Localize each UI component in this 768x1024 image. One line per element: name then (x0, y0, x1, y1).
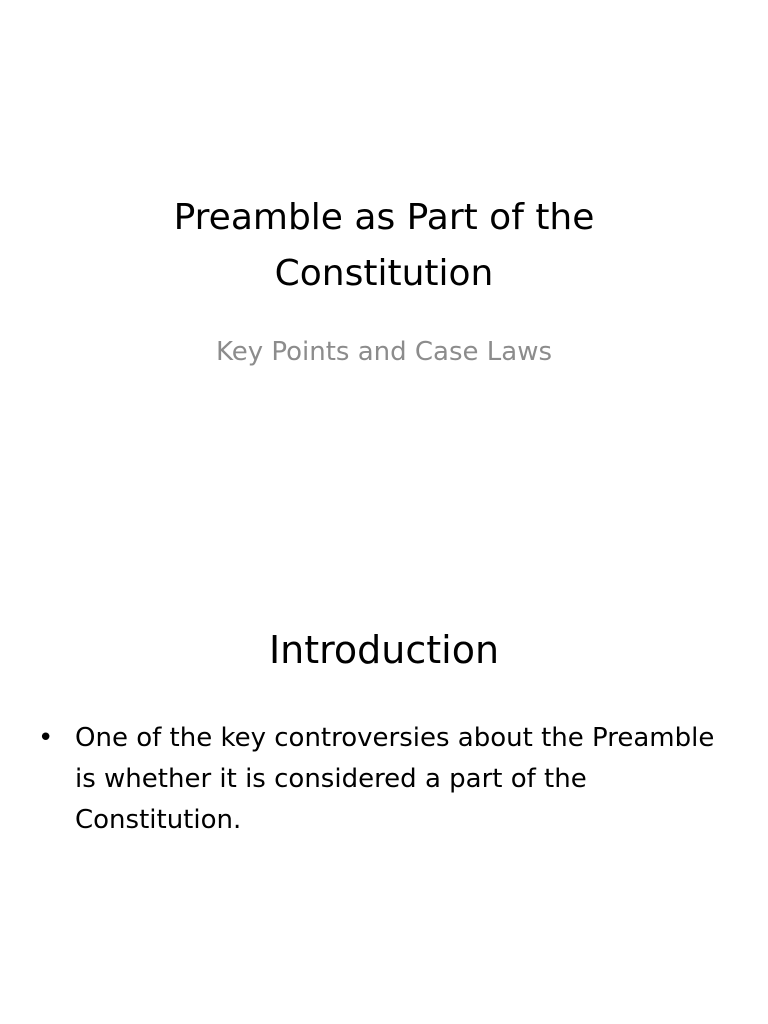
introduction-slide (0, 512, 768, 1024)
slide-title: Introduction (268, 628, 500, 672)
bullet-list (38, 718, 718, 841)
bullet-text: One of the key controversies about the Preamble is whether it is considered a part of the Constitution. (75, 723, 715, 835)
slide-subtitle: Key Points and Case Laws (215, 337, 553, 367)
slide-title: Preamble as Part of the Constitution (173, 197, 595, 294)
bullet-icon: • (38, 723, 54, 753)
bullet-item (38, 718, 718, 841)
